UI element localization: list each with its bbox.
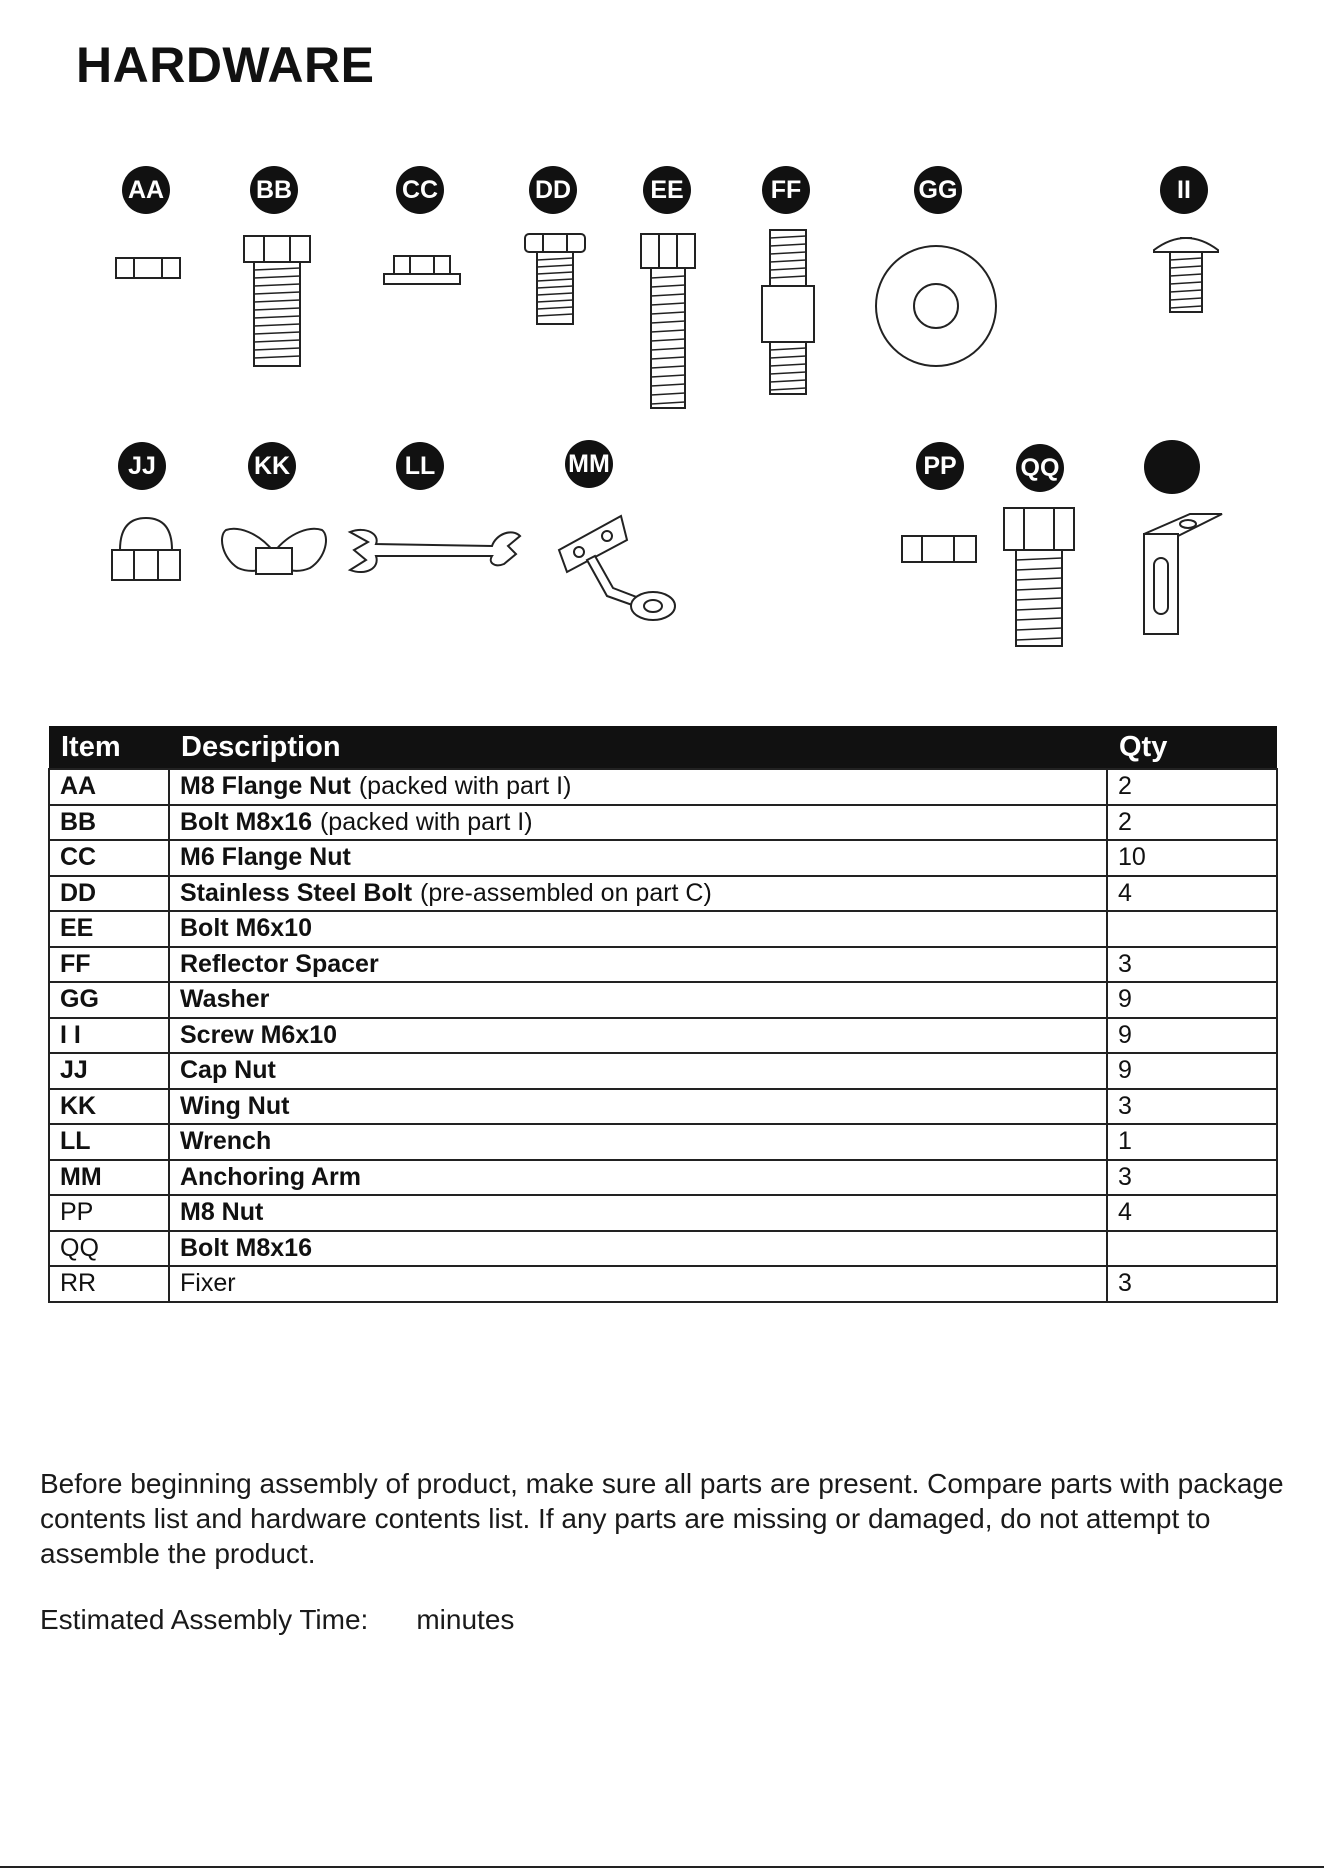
part-bb [250, 166, 302, 376]
assembly-time-unit: minutes [416, 1604, 515, 1635]
table-row [49, 840, 1277, 876]
part-badge: DD [529, 166, 577, 214]
row-item: EE [49, 911, 169, 947]
part-badge: BB [250, 166, 298, 214]
row-description [169, 876, 1107, 912]
row-name: Screw M6x10 [180, 1020, 338, 1049]
table-row [49, 982, 1277, 1018]
row-description [169, 769, 1107, 805]
wing-nut-icon [218, 522, 330, 578]
reflector-spacer-icon [760, 228, 816, 398]
row-qty: 3 [1107, 1089, 1277, 1125]
row-item: MM [49, 1160, 169, 1196]
row-description [169, 1089, 1107, 1125]
part-ii [1160, 166, 1212, 326]
part-aa [122, 166, 174, 306]
table-row [49, 911, 1277, 947]
hex-nut-icon [900, 532, 980, 566]
part-badge: MM [565, 440, 613, 488]
cap-nut-icon [110, 514, 182, 584]
row-description [169, 805, 1107, 841]
page-title: HARDWARE [76, 37, 375, 93]
table-row [49, 1266, 1277, 1302]
part-badge: LL [396, 442, 444, 490]
row-item: QQ [49, 1231, 169, 1267]
hex-bolt-icon [242, 234, 312, 374]
part-badge: II [1160, 166, 1208, 214]
row-item: LL [49, 1124, 169, 1160]
part-mm [565, 440, 617, 630]
row-name: Fixer [180, 1269, 236, 1298]
row-qty: 2 [1107, 805, 1277, 841]
row-description [169, 911, 1107, 947]
table-row [49, 769, 1277, 805]
flange-nut-icon [114, 254, 184, 284]
row-item: I I [49, 1018, 169, 1054]
row-name: Wrench [180, 1127, 272, 1156]
anchoring-arm-icon [555, 494, 685, 624]
row-qty: 3 [1107, 947, 1277, 983]
part-rr [1144, 440, 1204, 650]
row-description [169, 1231, 1107, 1267]
row-qty: 1 [1107, 1124, 1277, 1160]
row-qty: 3 [1107, 1160, 1277, 1196]
part-cc [396, 166, 448, 306]
part-jj [118, 442, 170, 592]
row-name: Washer [180, 985, 270, 1014]
assembly-notice: Before beginning assembly of product, make sure all parts are present. Compare parts with package contents list and hardware contents list. If any parts are missing or damaged, do not attempt to assemble the product. [40, 1468, 1284, 1569]
row-name: Reflector Spacer [180, 949, 379, 978]
row-name: Bolt M8x16 [180, 1233, 312, 1262]
table-row [49, 947, 1277, 983]
part-badge: FF [762, 166, 810, 214]
row-description [169, 1266, 1107, 1302]
row-description [169, 1124, 1107, 1160]
part-ll [396, 442, 448, 592]
row-item: FF [49, 947, 169, 983]
row-qty: 2 [1107, 769, 1277, 805]
table-header-row [49, 726, 1277, 769]
table-row [49, 1124, 1277, 1160]
row-name: Anchoring Arm [180, 1162, 362, 1191]
row-qty [1107, 911, 1277, 947]
part-badge: JJ [118, 442, 166, 490]
part-badge: QQ [1016, 444, 1064, 492]
hex-bolt-icon [1002, 506, 1076, 650]
part-ff [762, 166, 814, 416]
assembly-time-label: Estimated Assembly Time: [40, 1604, 369, 1635]
row-name: Bolt M6x10 [180, 914, 312, 943]
hardware-table [48, 726, 1278, 1303]
part-dd [529, 166, 581, 326]
row-name: M8 Flange Nut [180, 772, 351, 801]
part-badge: EE [643, 166, 691, 214]
table-row [49, 1089, 1277, 1125]
row-qty: 4 [1107, 1195, 1277, 1231]
header-description: Description [169, 726, 1107, 769]
table-row [49, 1231, 1277, 1267]
row-description [169, 840, 1107, 876]
long-bolt-icon [639, 232, 699, 412]
screw-icon [1150, 228, 1222, 318]
row-item: DD [49, 876, 169, 912]
part-gg [914, 166, 966, 376]
row-note: (packed with part I) [358, 772, 572, 801]
row-description [169, 1160, 1107, 1196]
header-qty: Qty [1107, 726, 1277, 769]
row-item: JJ [49, 1053, 169, 1089]
table-row [49, 1053, 1277, 1089]
short-bolt-icon [523, 232, 587, 328]
row-qty: 9 [1107, 982, 1277, 1018]
fixer-bracket-icon [1142, 506, 1226, 638]
row-item: RR [49, 1266, 169, 1302]
row-item: BB [49, 805, 169, 841]
part-badge [1144, 440, 1200, 494]
table-row [49, 1018, 1277, 1054]
part-badge: PP [916, 442, 964, 490]
table-row [49, 1160, 1277, 1196]
row-note: (packed with part I) [319, 807, 533, 836]
part-badge: CC [396, 166, 444, 214]
row-item: AA [49, 769, 169, 805]
row-item: KK [49, 1089, 169, 1125]
row-item: CC [49, 840, 169, 876]
row-name: Wing Nut [180, 1091, 290, 1120]
wrench-icon [346, 524, 522, 580]
part-pp [916, 442, 1060, 592]
table-row [49, 805, 1277, 841]
part-badge: KK [248, 442, 296, 490]
row-description [169, 982, 1107, 1018]
table-row [49, 1195, 1277, 1231]
header-item: Item [49, 726, 169, 769]
row-name: Stainless Steel Bolt [180, 878, 413, 907]
row-note: (pre-assembled on part C) [420, 878, 712, 907]
part-badge: GG [914, 166, 962, 214]
row-qty [1107, 1231, 1277, 1267]
row-qty: 9 [1107, 1018, 1277, 1054]
row-description [169, 1053, 1107, 1089]
row-qty: 9 [1107, 1053, 1277, 1089]
part-ee [643, 166, 695, 416]
row-name: Cap Nut [180, 1056, 276, 1085]
footer-rule [0, 1866, 1324, 1868]
flange-nut-icon [382, 252, 462, 288]
part-kk [248, 442, 300, 592]
row-qty: 4 [1107, 876, 1277, 912]
part-qq [1002, 506, 1082, 656]
row-description [169, 1195, 1107, 1231]
row-qty: 10 [1107, 840, 1277, 876]
row-item: GG [49, 982, 169, 1018]
table-row [49, 876, 1277, 912]
assembly-time [40, 1604, 514, 1636]
row-item: PP [49, 1195, 169, 1231]
washer-icon [872, 242, 1000, 370]
row-description [169, 947, 1107, 983]
row-name: M6 Flange Nut [180, 843, 351, 872]
row-description [169, 1018, 1107, 1054]
part-badge: AA [122, 166, 170, 214]
row-qty: 3 [1107, 1266, 1277, 1302]
row-name: M8 Nut [180, 1198, 264, 1227]
row-name: Bolt M8x16 [180, 807, 312, 836]
